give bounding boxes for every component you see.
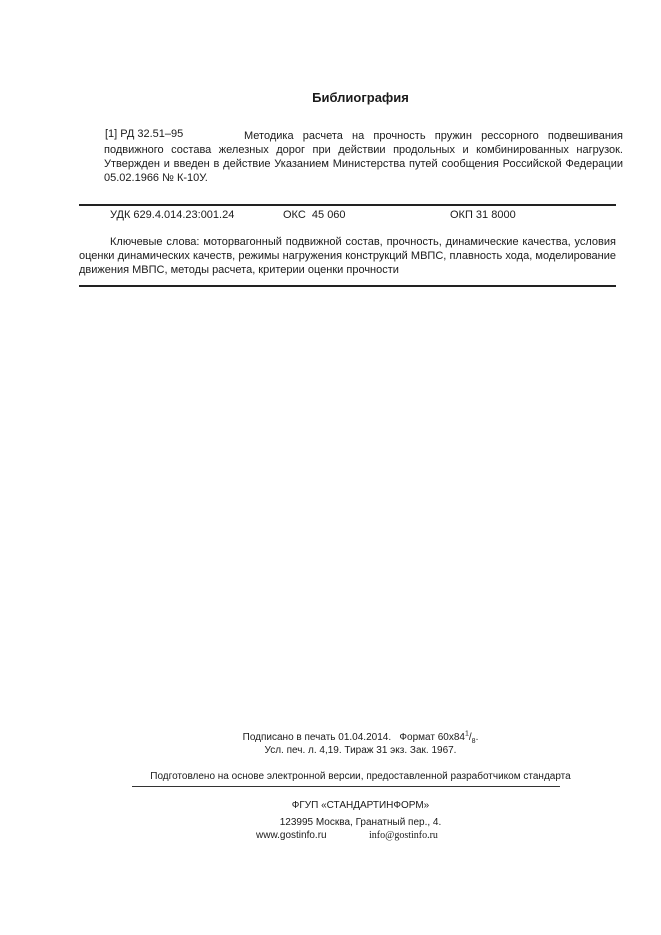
udk-code: УДК 629.4.014.23:001.24 [110,209,235,221]
bibliography-title: Библиография [312,90,409,105]
bibliography-entry-ref: [1] РД 32.51–95 [105,128,184,140]
prepared-note: Подготовлено на основе электронной версии, предоставленной разработчиком стандарта [150,771,571,782]
print-info: Усл. печ. л. 4,19. Тираж 31 экз. Зак. 1967. [264,745,457,756]
publisher-name: ФГУП «СТАНДАРТИНФОРМ» [291,800,430,811]
website-link[interactable]: www.gostinfo.ru [256,830,327,841]
email-link[interactable]: info@gostinfo.ru [369,830,438,841]
divider-bottom [79,285,616,287]
signed-prefix: Подписано в печать 01.04.2014. Формат 60x84 [242,732,465,743]
signed-suffix: . [475,732,479,743]
format-sup: 1 [464,730,469,738]
publisher-address: 123995 Москва, Гранатный пер., 4. [279,817,442,828]
oks-code: ОКС 45 060 [283,209,346,221]
keywords-paragraph: Ключевые слова: моторвагонный подвижной состав, прочность, динамические качества, условия оценки динамических качеств, режимы нагружения конструкций МВПС, плавность хода, моделирование движения МВПС, методы расчета, критерии оценки прочности [79,236,616,276]
signed-for-print: Подписано в печать 01.04.2014. Формат $60x84^1/_8$. [242,730,479,745]
format-sub: 8 [471,738,476,745]
divider-top [79,204,616,206]
okp-code: ОКП 31 8000 [450,209,516,221]
divider-imprint [132,786,560,787]
bibliography-entry-text: Методика расчета на прочность пружин рессорного подвешивания подвижного состава железных дорог при действии продольных и комбинированных нагрузок. Утвержден и введен в действие Указанием Министерства путей сообщения Российской Федерации 05.02.1966 № К-10У. [104,130,623,184]
